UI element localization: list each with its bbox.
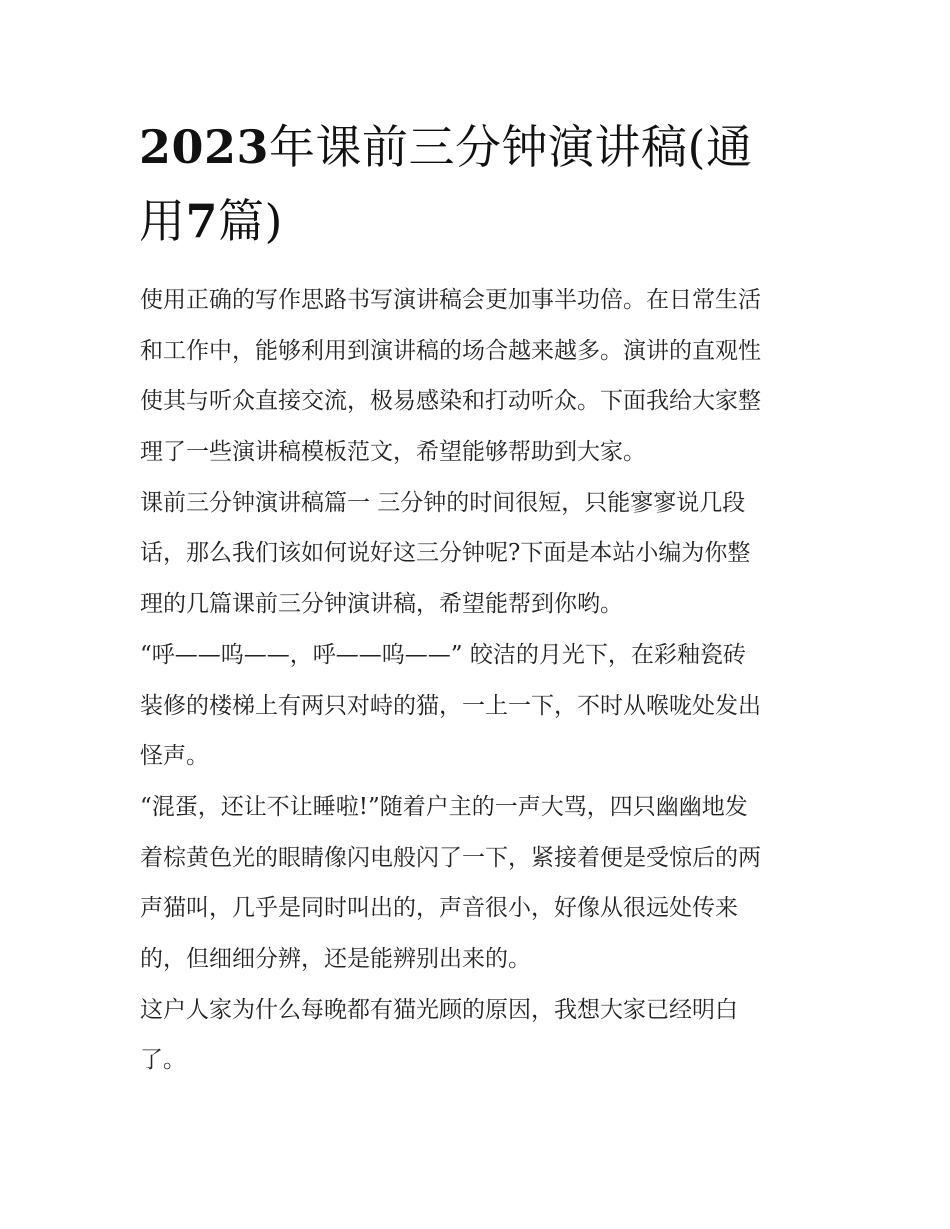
text-line: “混蛋，还让不让睡啦!”随着户主的一声大骂，四只幽幽地发 — [140, 793, 748, 820]
paragraph-owner — [140, 782, 830, 985]
paragraph-speech-one — [140, 478, 830, 630]
paragraph-intro — [140, 275, 830, 478]
text-line: 理了一些演讲稿模板范文，希望能够帮助到大家。 — [140, 439, 646, 466]
text-line: 理的几篇课前三分钟演讲稿，希望能帮到你哟。 — [140, 591, 623, 618]
title-line-2: 用7篇) — [139, 194, 283, 248]
text-line: 和工作中，能够利用到演讲稿的场合越来越多。演讲的直观性 — [140, 337, 761, 364]
text-line: 这户人家为什么每晚都有猫光顾的原因，我想大家已经明白 — [140, 996, 738, 1023]
document-title — [139, 110, 819, 258]
text-line: 声猫叫，几乎是同时叫出的，声音很小，好像从很远处传来 — [140, 895, 738, 922]
text-line: 了。 — [140, 1047, 186, 1074]
text-line: 装修的楼梯上有两只对峙的猫，一上一下，不时从喉咙处发出 — [140, 692, 761, 719]
text-line: “呼——呜——，呼——呜——” 皎洁的月光下，在彩釉瓷砖 — [140, 641, 746, 668]
paragraph-cats — [140, 630, 830, 782]
title-line-1: 2023年课前三分钟演讲稿(通 — [139, 120, 753, 174]
document-body — [140, 275, 830, 1086]
text-line: 话，那么我们该如何说好这三分钟呢?下面是本站小编为你整 — [140, 540, 751, 567]
text-line: 使用正确的写作思路书写演讲稿会更加事半功倍。在日常生活 — [140, 287, 761, 313]
text-line: 的，但细细分辨，还是能辨别出来的。 — [140, 945, 531, 972]
paragraph-conclusion — [140, 985, 830, 1086]
text-line: 使其与听众直接交流，极易感染和打动听众。下面我给大家整 — [140, 388, 761, 415]
text-line: 着棕黄色光的眼睛像闪电般闪了一下，紧接着便是受惊后的两 — [140, 844, 761, 871]
text-line: 课前三分钟演讲稿篇一 三分钟的时间很短，只能寥寥说几段 — [140, 489, 746, 516]
text-line: 怪声。 — [140, 743, 209, 770]
